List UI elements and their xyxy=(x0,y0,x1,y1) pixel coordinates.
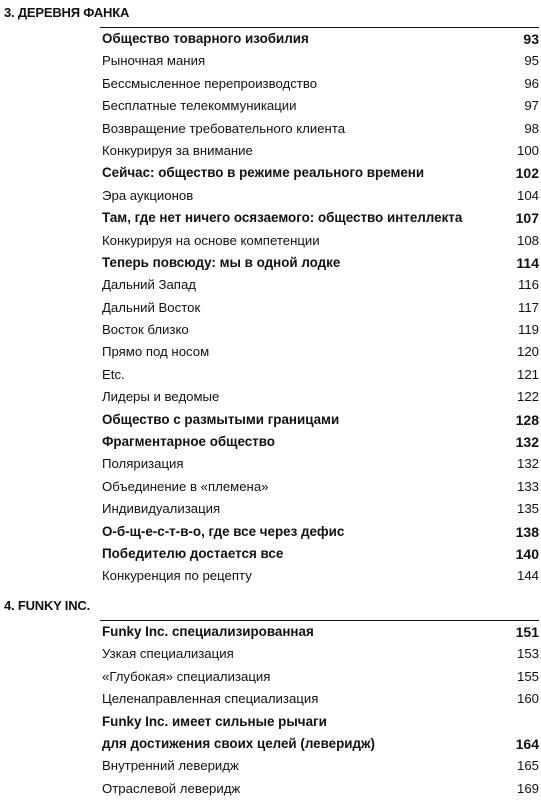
toc-entry-title: Бессмысленное перепроизводство xyxy=(102,75,318,91)
toc-entry xyxy=(100,95,539,117)
toc-entry-title: Эра аукционов xyxy=(102,187,194,203)
toc-entry-title: Дальний Восток xyxy=(102,299,201,315)
toc-entry xyxy=(100,498,539,520)
toc-entry-page-number: 117 xyxy=(517,299,539,315)
toc-entry-page-number: 122 xyxy=(516,389,539,405)
toc-entry-page-number: 114 xyxy=(516,254,539,271)
toc-entry-page-number: 140 xyxy=(515,545,539,562)
toc-entry xyxy=(100,28,539,50)
toc-entry-title: Лидеры и ведомые xyxy=(102,389,220,405)
toc-entry-title: О-б-щ-е-с-т-в-о, где все через дефис xyxy=(102,523,345,539)
toc-entry-title: Общество с размытыми границами xyxy=(102,411,340,427)
toc-entry-title: Общество товарного изобилия xyxy=(102,31,309,46)
toc-entry xyxy=(100,185,539,207)
toc-entry-page-number: 155 xyxy=(516,668,539,684)
toc-entry xyxy=(100,453,539,475)
toc-entry-title: Сейчас: общество в режиме реального времени xyxy=(102,165,425,181)
toc-entry-title: Конкуренция по рецепту xyxy=(102,568,252,584)
toc-entry xyxy=(100,252,539,274)
toc-entry-page-number: 128 xyxy=(515,411,539,428)
toc-entry-page-number: 96 xyxy=(524,75,539,91)
toc-entry-title: Восток близко xyxy=(102,322,189,338)
toc-entry xyxy=(100,666,539,688)
toc-entry xyxy=(100,140,539,162)
toc-entry-page-number: 165 xyxy=(516,758,539,774)
toc-entry-page-number: 104 xyxy=(516,187,539,203)
toc-entry-title: Дальний Запад xyxy=(102,277,196,293)
toc-entry-page-number: 121 xyxy=(516,366,539,382)
toc-entry-title: Узкая специализация xyxy=(102,646,234,662)
toc-entry-page-number: 120 xyxy=(516,344,539,360)
toc-entry xyxy=(100,162,539,184)
toc-entry-title: Etc. xyxy=(102,366,125,382)
toc-entry-page-number: 153 xyxy=(516,646,539,662)
toc-entry xyxy=(100,73,539,95)
toc-entry xyxy=(100,755,539,777)
toc-entry-page-number: 107 xyxy=(515,210,539,227)
toc-entry xyxy=(100,50,539,72)
toc-entry-page-number: 116 xyxy=(517,277,539,293)
toc-entry-title: Поляризация xyxy=(102,456,184,472)
toc-entry xyxy=(100,274,539,296)
toc-entry xyxy=(100,778,539,800)
toc-entry xyxy=(100,409,539,431)
toc-entry-title: Внутренний леверидж xyxy=(102,758,239,774)
toc-entry-page-number: 144 xyxy=(516,568,539,584)
toc-entry-page-number: 119 xyxy=(517,322,539,338)
chapter-heading: 3. ДЕРЕВНЯ ФАНКА xyxy=(4,5,130,20)
toc-entry-page-number: 160 xyxy=(516,691,539,707)
toc-entry xyxy=(100,118,539,140)
toc-entry-page-number: 100 xyxy=(516,142,539,158)
toc-entry-page-number: 108 xyxy=(516,232,539,248)
toc-entry-title: Там, где нет ничего осязаемого: общество интеллекта xyxy=(102,210,463,226)
toc-entry-page-number: 169 xyxy=(516,780,539,796)
toc-entry-page-number: 102 xyxy=(515,165,539,182)
toc-entry-title: Объединение в «племена» xyxy=(102,478,269,494)
toc-entry xyxy=(100,733,539,755)
toc-entry-title: Конкурируя за внимание xyxy=(102,142,253,158)
toc-entry xyxy=(100,711,539,733)
toc-entry-title: Funky Inc. имеет сильные рычаги xyxy=(102,713,327,729)
toc-entry-page-number: 135 xyxy=(516,501,539,517)
toc-entry-title: Целенаправленная специализация xyxy=(102,691,319,707)
toc-entry xyxy=(100,230,539,252)
chapter-entries xyxy=(100,621,539,800)
toc-entry xyxy=(100,319,539,341)
chapter-heading: 4. FUNKY INC. xyxy=(4,598,91,613)
toc-entry xyxy=(100,364,539,386)
toc-entry xyxy=(100,621,539,643)
toc-entry xyxy=(100,431,539,453)
toc-entry xyxy=(100,565,539,587)
toc-entry xyxy=(100,207,539,229)
toc-entry-page-number: 93 xyxy=(523,31,539,47)
toc-entry-title: Бесплатные телекоммуникации xyxy=(102,98,297,114)
toc-entry-title: Фрагментарное общество xyxy=(102,434,275,450)
toc-entry xyxy=(100,521,539,543)
toc-entry-title: Победителю достается все xyxy=(102,545,284,561)
toc-entry xyxy=(100,688,539,710)
toc-entry xyxy=(100,643,539,665)
toc-entry xyxy=(100,476,539,498)
toc-entry-page-number: 95 xyxy=(524,53,539,69)
toc-entry xyxy=(100,341,539,363)
toc-entry-title: Теперь повсюду: мы в одной лодке xyxy=(102,254,341,270)
toc-entry-title: Прямо под носом xyxy=(102,344,210,360)
toc-entry-page-number: 133 xyxy=(516,478,539,494)
toc-entry-title: Рыночная мания xyxy=(102,53,206,69)
toc-entry-title: Индивидуализация xyxy=(102,501,221,517)
toc-entry-page-number: 164 xyxy=(515,735,539,752)
toc-entry xyxy=(100,543,539,565)
toc-entry-page-number: 151 xyxy=(515,624,539,640)
toc-entry-page-number: 132 xyxy=(515,434,539,451)
toc-entry-title: «Глубокая» специализация xyxy=(102,668,271,684)
toc-entry xyxy=(100,297,539,319)
toc-entry-title: Возвращение требовательного клиента xyxy=(102,120,346,136)
toc-entry-title: Funky Inc. специализированная xyxy=(102,624,314,639)
chapter-entries xyxy=(100,28,539,588)
toc-entry-page-number: 132 xyxy=(516,456,539,472)
toc-entry-title: для достижения своих целей (леверидж) xyxy=(102,735,375,751)
toc-entry xyxy=(100,386,539,408)
toc-entry-page-number: 97 xyxy=(524,98,539,114)
toc-entry-page-number: 98 xyxy=(524,120,539,136)
toc-entry-title: Отраслевой леверидж xyxy=(102,780,241,796)
toc-entry-title: Конкурируя на основе компетенции xyxy=(102,232,320,248)
toc-entry-page-number: 138 xyxy=(515,523,539,540)
